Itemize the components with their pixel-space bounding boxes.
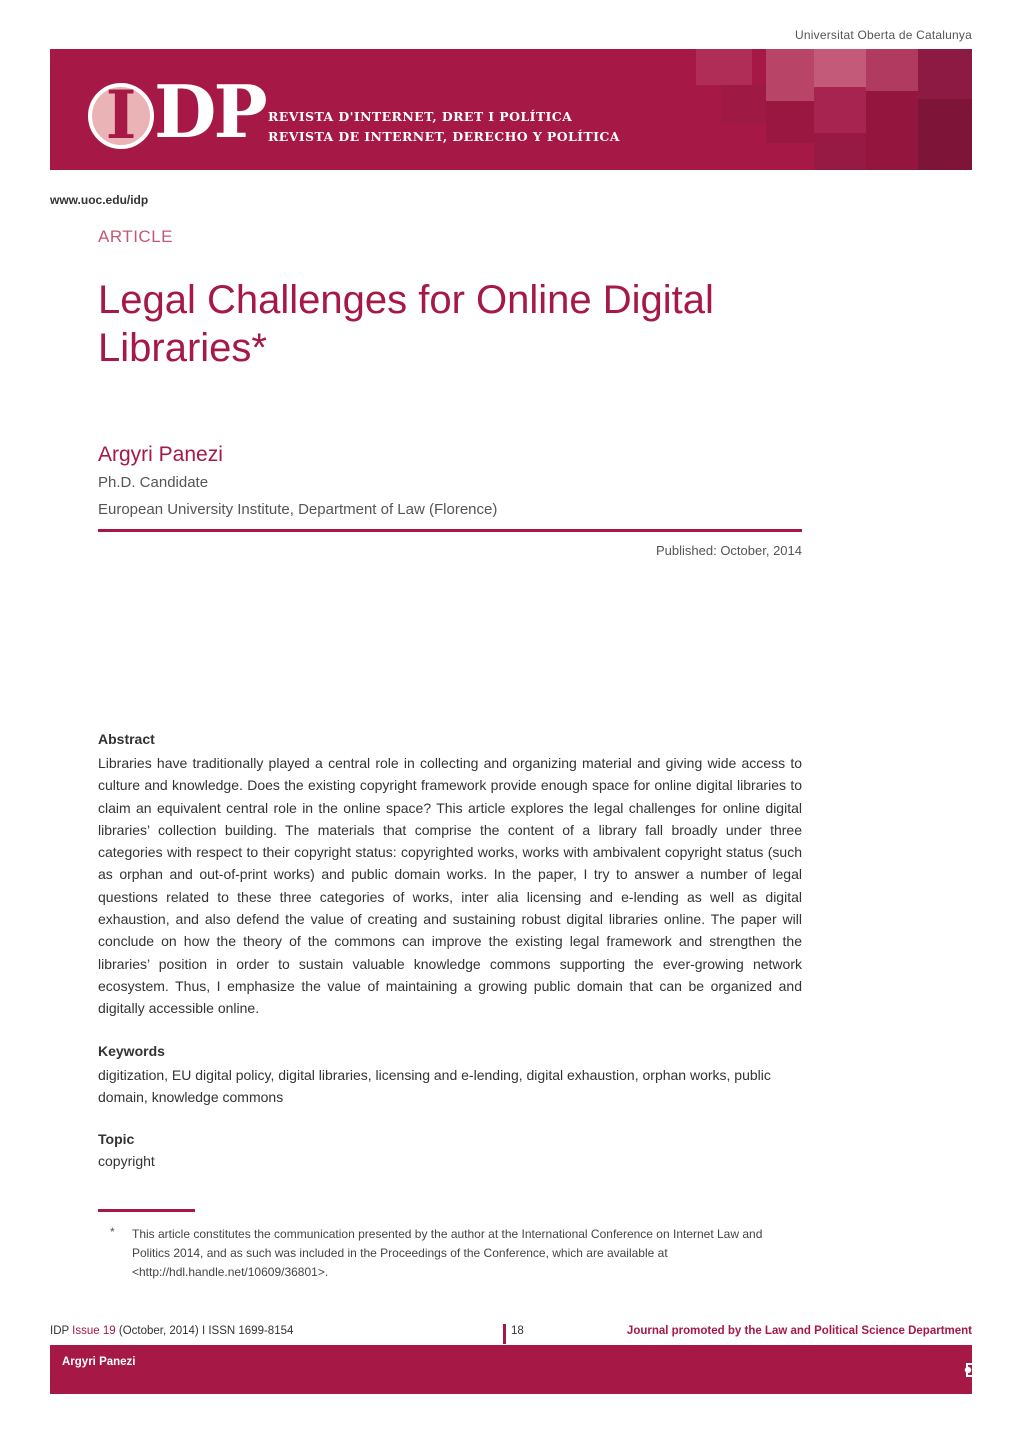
keywords-heading: Keywords	[98, 1043, 165, 1059]
author-name: Argyri Panezi	[98, 443, 223, 466]
topic-text: copyright	[98, 1153, 155, 1169]
published-date: Published: October, 2014	[656, 543, 802, 558]
journal-title-catalan: REVISTA D'INTERNET, DRET I POLÍTICA	[268, 109, 573, 124]
abstract-heading: Abstract	[98, 731, 155, 747]
header-divider	[98, 529, 802, 532]
footer-journal-abbr: IDP	[50, 1325, 69, 1337]
uoc-logo-mark-icon	[964, 1363, 980, 1377]
footnote-mark: *	[110, 1225, 115, 1239]
footnote-divider	[98, 1209, 195, 1212]
journal-title-spanish: REVISTA DE INTERNET, DERECHO Y POLÍTICA	[268, 129, 620, 144]
keywords-text: digitization, EU digital policy, digital libraries, licensing and e-lending, digital exhaustion, orphan works, public domain, knowledge commons	[98, 1067, 771, 1106]
article-title: Legal Challenges for Online Digital Libraries*	[98, 278, 714, 370]
uoc-logo-text: UOC	[985, 1358, 1034, 1380]
topic-heading: Topic	[98, 1131, 135, 1147]
page-number: 18	[511, 1325, 524, 1337]
author-affiliation: European University Institute, Department of Law (Florence)	[98, 501, 498, 518]
footer-author: Argyri Panezi	[62, 1356, 136, 1368]
bottom-bar	[50, 1345, 1034, 1394]
university-name: Universitat Oberta de Catalunya	[795, 28, 972, 42]
footnote-text: This article constitutes the communication presented by the author at the International Conference on Internet Law and Politics 2014, and as such was included in the Proceedings of the Conference, which are available at <http://hdl.handle.net/10609/36801>.	[132, 1227, 763, 1279]
journal-url[interactable]: www.uoc.edu/idp	[50, 193, 149, 207]
footer-issue-info	[50, 1325, 293, 1337]
journal-banner	[50, 49, 972, 170]
logo-letter-i: I	[105, 76, 137, 154]
abstract-text: Libraries have traditionally played a central role in collecting and organizing material and giving wide access to culture and knowledge. Does the existing copyright framework provide enough space for online digital libraries to claim an equivalent central role in the online space? This article explores the legal challenges for online digital libraries’ collection building. The materials that comprise the content of a library fall broadly under three categories with respect to their copyright status: copyrighted works, works with ambivalent copyright status (such as orphan and out-of-print works) and public domain works. In the paper, I try to answer a number of legal questions related to these three categories of works, inter alia licensing and e-lending as well as digital exhaustion, and also defend the value of creating and sustaining robust digital libraries online. The paper will conclude on how the theory of the commons can improve the existing legal framework and strengthen the libraries’ position in order to sustain valuable knowledge commons supporting the ever-growing network ecosystem. Thus, I emphasize the value of maintaining a growing public domain that can be organized and digitally accessible online.	[98, 755, 802, 1017]
article-kicker: ARTICLE	[98, 227, 173, 246]
footer-promoted: Journal promoted by the Law and Political Science Department	[626, 1325, 972, 1337]
footer-page-bar	[503, 1324, 506, 1344]
footer-date-issn: (October, 2014) I ISSN 1699-8154	[118, 1325, 294, 1337]
footer-issue: Issue 19	[72, 1325, 116, 1337]
author-degree: Ph.D. Candidate	[98, 474, 209, 491]
logo-letters-dp: DP	[154, 69, 265, 154]
